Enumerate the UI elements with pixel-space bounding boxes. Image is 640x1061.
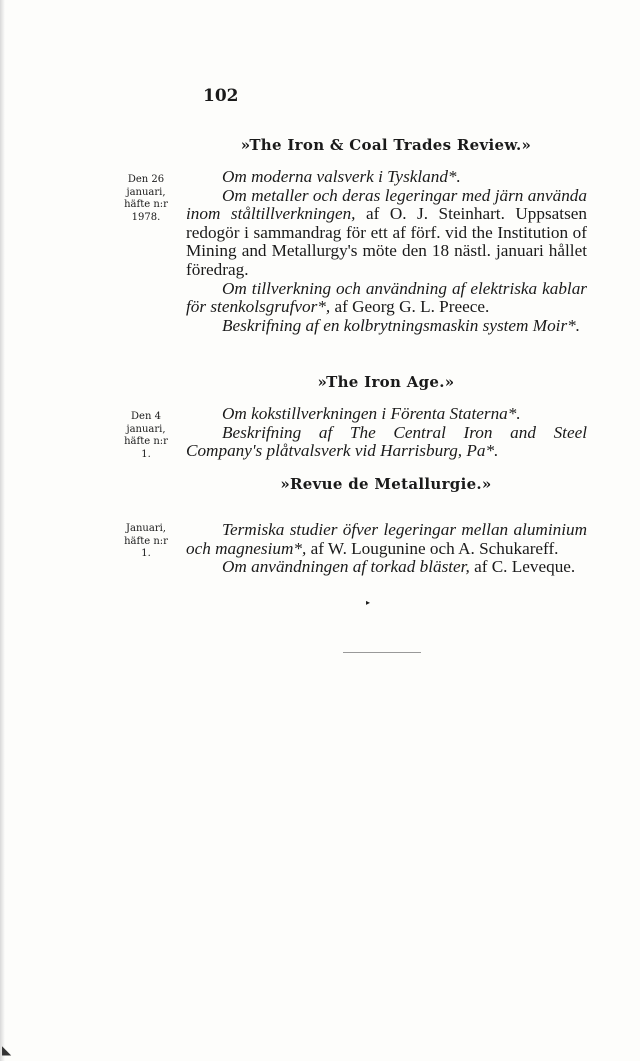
entry: [186, 424, 587, 461]
margin-note-line: häfte n:r: [124, 535, 168, 547]
entry-title: Termiska studier öfver legeringar mellan aluminium och magnesium*,: [186, 520, 587, 558]
margin-note-line: Den 26: [127, 174, 165, 185]
margin-note-line: häfte n:r: [124, 436, 168, 447]
page-number: 102: [203, 86, 239, 106]
entry-title: Om kokstillverkningen i Förenta Staterna*.: [222, 404, 521, 423]
entry-details: af O. J. Steinhart. Uppsatsen redogör i sammandrag för ett af förf. vid the Institution of Mining and Metallurgy's möte den 18 nästl. januari hållet föredrag.: [186, 204, 587, 279]
entry-title: Om moderna valsverk i Tyskland*.: [222, 167, 461, 186]
margin-note-line: januari,: [126, 423, 166, 435]
entry-title: Om användningen af torkad bläster,: [222, 557, 470, 577]
margin-note-line: januari,: [126, 186, 166, 198]
margin-note-line: häfte n:r: [124, 199, 168, 210]
entry-details: af Georg G. L. Preece.: [330, 297, 490, 317]
entry-title: Om tillverkning och användning af elektriska kablar för stenkolsgrufvor*,: [186, 278, 587, 317]
scan-edge: [0, 0, 5, 1061]
corner-mark-icon: ◣: [2, 1043, 12, 1057]
entry-details: af W. Lougunine och A. Schukareff.: [306, 538, 559, 558]
margin-note-line: 1978.: [131, 211, 161, 223]
entry-title: Beskrifning af en kolbrytningsmaskin system Moir*.: [222, 315, 581, 335]
entry: [186, 168, 587, 187]
arrow-icon: ▸: [366, 598, 371, 607]
entries-iron-coal: [186, 168, 587, 335]
section-heading-iron-age: »The Iron Age.»: [317, 373, 455, 391]
section-heading-iron-coal: »The Iron & Coal Trades Review.»: [240, 136, 532, 154]
entry: [186, 405, 587, 424]
entry-details: af C. Leveque.: [469, 557, 576, 577]
margin-note-iron-coal: [108, 174, 184, 224]
entry-title: Om metaller och deras legeringar med järn använda inom ståltillverkningen,: [186, 185, 587, 224]
margin-note-line: Den 4: [131, 411, 161, 422]
entry: [186, 317, 587, 336]
entries-iron-age: [186, 405, 587, 461]
entry: [186, 187, 587, 280]
margin-note-revue: [108, 523, 184, 561]
margin-note-line: 1.: [141, 548, 151, 559]
margin-note-line: Januari,: [126, 523, 166, 534]
entry: [186, 280, 587, 317]
margin-note-line: 1.: [141, 448, 151, 460]
margin-note-iron-age: [108, 411, 184, 461]
entries-revue: [186, 521, 587, 577]
section-divider: [343, 652, 421, 653]
entry: [186, 558, 587, 577]
entry: [186, 521, 587, 558]
section-heading-revue: »Revue de Metallurgie.»: [280, 475, 492, 493]
entry-title: Beskrifning af The Central Iron and Steel Company's plåtvalsverk vid Harrisburg, Pa*.: [186, 422, 587, 461]
